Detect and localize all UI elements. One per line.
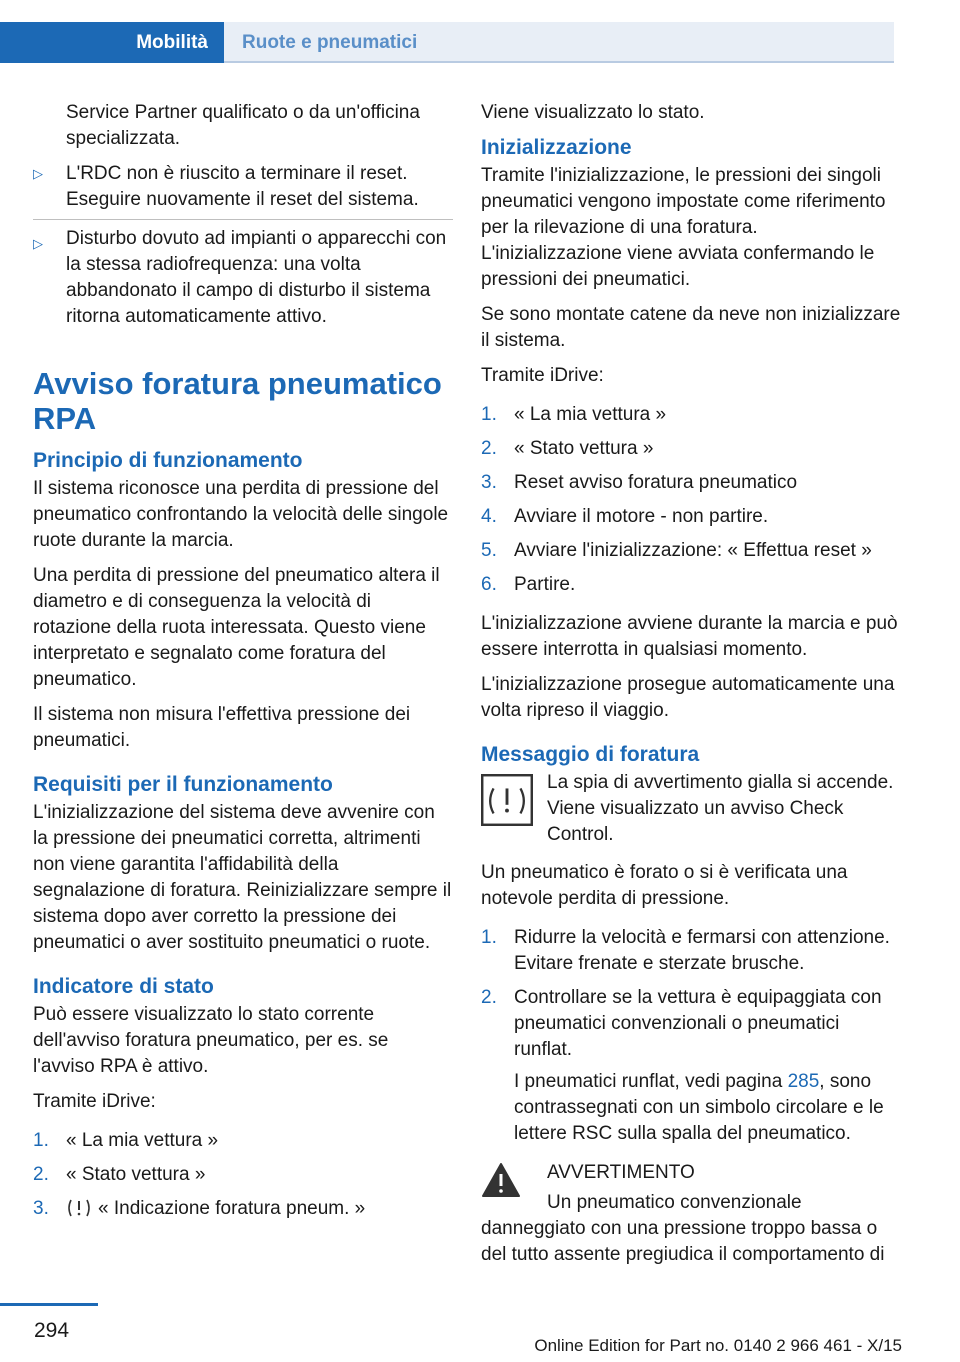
paragraph: Il sistema non misura l'effettiva pressione dei pneumatici. [33,704,411,751]
section-title: Avviso foratura pneumatico RPA [33,366,442,436]
list-item: 1. « La mia vettura » [33,1130,219,1151]
list-item: 2. Controllare se la vettura è equipaggiata con pneumatici convenzionali o pneumatici runflat. I pneumatici runflat, vedi pagina 285, sono contrassegnati con un simbolo circolare e le lettere RSC sulla spalla del pneumatico. [481,981,901,1151]
paragraph: Tramite iDrive: [481,365,604,386]
numbered-list [33,1124,453,1226]
list-item: 1. « La mia vettura » [481,404,667,425]
paragraph: Tramite l'inizializzazione, le pressioni dei singoli pneumatici vengono impostate come riferimento per la rilevazione di una foratura. L'inizializzazione viene avviata confermando le pressioni dei pneumatici. [481,165,886,290]
heading-principio: Principio di funzionamento [33,449,303,472]
list-item: 3. Reset avviso foratura pneumatico [481,472,798,493]
tyre-pressure-warning-icon [481,774,533,826]
paragraph: L'inizializzazione prosegue automaticamente una volta ripreso il viaggio. [481,674,895,721]
paragraph: L'inizializzazione avviene durante la marcia e può essere interrotta in qualsiasi momento. [481,613,898,660]
paragraph: Può essere visualizzato lo stato corrente dell'avviso foratura pneumatico, per es. se l'avviso RPA è attivo. [33,1004,389,1077]
footer-rule [0,1303,98,1306]
list-item: 6. Partire. [481,574,576,595]
paragraph: Il sistema riconosce una perdita di pressione del pneumatico confrontando la velocità delle singole ruote durante la marcia. [33,478,449,551]
list-item: 5. Avviare l'inizializzazione: « Effettua reset » [481,540,872,561]
right-column [481,100,901,1277]
paragraph: Se sono montate catene da neve non inizializzare il sistema. [481,304,901,351]
header-chapter-label: Ruote e pneumatici [242,31,418,53]
header-rule [224,61,894,63]
heading-requisiti: Requisiti per il funzionamento [33,773,333,796]
heading-indicatore: Indicatore di stato [33,975,214,998]
warning-block [481,1160,901,1186]
list-item: 1. Ridurre la velocità e fermarsi con attenzione. Evitare frenate e sterzate brusche. [481,927,890,974]
paragraph: Un pneumatico è forato o si è verificata una notevole perdita di pressione. [481,862,848,909]
list-item: 3. « Indicazione foratura pneum. » [33,1198,366,1219]
edition-text: Online Edition for Part no. 0140 2 966 461 - X/15 [534,1336,902,1355]
numbered-list [481,398,901,602]
warning-title: AVVERTIMENTO [547,1162,695,1183]
triangle-right-icon: ▷ [33,236,43,251]
warning-text: Un pneumatico convenzionale danneggiato con una pressione troppo bassa o del tutto assente pregiudica il comportamento di [481,1192,885,1265]
list-item: 2. « Stato vettura » [33,1164,206,1185]
sub-paragraph: I pneumatici runflat, vedi pagina 285, sono contrassegnati con un simbolo circolare e le lettere RSC sulla spalla del pneumatico. [514,1071,884,1144]
paragraph: Una perdita di pressione del pneumatico altera il diametro e di conseguenza la velocità di rotazione della ruota interessata. Questo viene interpretato e segnalato come foratura del pneumatico. [33,565,440,690]
list-item: ▷ L'RDC non è riuscito a terminare il reset. Eseguire nuovamente il reset del sistema. [33,163,419,210]
bullet-list [33,161,453,336]
list-item: ▷ Disturbo dovuto ad impianti o apparecchi con la stessa radiofrequenza: una volta abbandonato il campo di disturbo il sistema ritorna automaticamente attivo. [33,219,453,336]
triangle-right-icon: ▷ [33,166,43,181]
paragraph: L'inizializzazione del sistema deve avvenire con la pressione dei pneumatici corretta, altrimenti non viene garantita l'affidabilità della segnalazione di foratura. Reinizializzare sempre il sistema dopo aver corretto la pressione dei pneumatici o aver sostituito pneumatici o ruote. [33,802,452,953]
page-number: 294 [34,1319,70,1342]
header-section-label: Mobilità [136,31,208,53]
left-column [33,100,453,1235]
warning-triangle-icon [481,1162,521,1198]
numbered-list [481,921,901,1151]
icon-paragraph [481,770,901,854]
list-item: 4. Avviare il motore - non partire. [481,506,769,527]
list-item: 2. « Stato vettura » [481,438,654,459]
paragraph: Tramite iDrive: [33,1091,156,1112]
heading-messaggio: Messaggio di foratura [481,743,700,766]
heading-inizializzazione: Inizializzazione [481,136,632,159]
tyre-pressure-warning-icon [66,1198,92,1218]
continued-text: Service Partner qualificato o da un'officina specializzata. [66,102,420,149]
header-chapter-tab [224,22,894,63]
page-reference-link[interactable]: 285 [787,1071,820,1092]
paragraph: La spia di avvertimento gialla si accende. Viene visualizzato un avviso Check Control. [547,772,894,845]
continued-text: Viene visualizzato lo stato. [481,102,705,123]
header-section-tab [0,22,224,63]
